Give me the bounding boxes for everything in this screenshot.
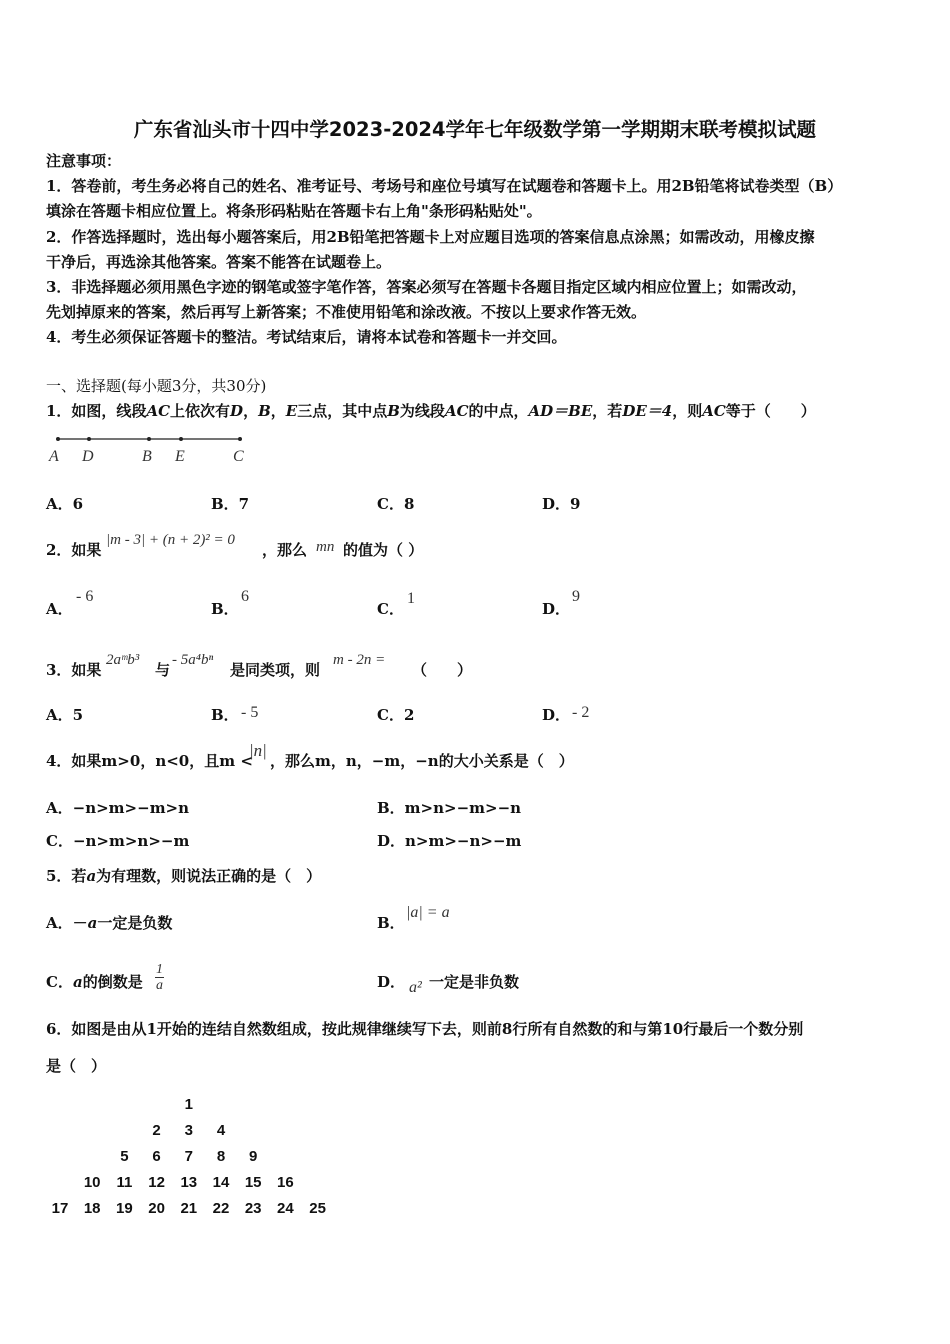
notice-line-3: 2．作答选择题时，选出每小题答案后，用2B铅笔把答题卡上对应题目选项的答案信息点涂黑；如需改动，用橡皮擦 bbox=[46, 228, 815, 246]
q6-stem-line-2: 是（ ） bbox=[46, 1057, 107, 1075]
label-e: E bbox=[175, 448, 185, 465]
q3-term-2: - 5a⁴bⁿ bbox=[172, 652, 214, 668]
pyramid-number: 18 bbox=[83, 1200, 101, 1217]
q5-option-d-text: 一定是非负数 bbox=[429, 973, 520, 991]
section-heading: 一、选择题(每小题3分，共30分) bbox=[46, 377, 267, 395]
notice-line-6: 先划掉原来的答案，然后再写上新答案；不准使用铅笔和涂改液。不按以上要求作答无效。 bbox=[46, 303, 647, 321]
pyramid-number: 20 bbox=[148, 1200, 165, 1217]
q2-expression: |m - 3| + (n + 2)² = 0 bbox=[106, 532, 235, 548]
q2-option-a-value: - 6 bbox=[76, 588, 94, 605]
q5-fraction: $\frac{1}{a}$ bbox=[156, 962, 163, 993]
q3-option-d-label[interactable]: D． bbox=[542, 706, 571, 724]
point-a bbox=[56, 437, 60, 441]
q2-option-d-value: 9 bbox=[572, 588, 580, 605]
point-e bbox=[179, 437, 183, 441]
q5-option-a[interactable]: A．－a一定是负数 bbox=[46, 914, 173, 932]
pyramid-number: 21 bbox=[180, 1200, 198, 1217]
segment-figure bbox=[46, 430, 256, 470]
pyramid-number: 8 bbox=[216, 1148, 226, 1165]
q4-option-a[interactable]: A．−n>m>−m>n bbox=[46, 799, 190, 817]
pyramid-number: 13 bbox=[180, 1174, 198, 1191]
q5-option-c[interactable]: C．a的倒数是 bbox=[46, 973, 143, 991]
q3-pre: 3．如果 bbox=[46, 661, 102, 679]
pyramid-number: 25 bbox=[309, 1200, 326, 1217]
q2-option-b-label[interactable]: B． bbox=[211, 600, 239, 618]
q3-term-3: m - 2n = bbox=[333, 652, 386, 668]
point-c bbox=[238, 437, 242, 441]
label-c: C bbox=[233, 448, 244, 465]
pyramid-number: 12 bbox=[148, 1174, 165, 1191]
label-b: B bbox=[142, 448, 152, 465]
q5-stem: 5．若a为有理数，则说法正确的是（ ） bbox=[46, 867, 322, 885]
q5-option-b-expr: |a| = a bbox=[406, 904, 450, 921]
notice-line-7: 4．考生必须保证答题卡的整洁。考试结束后，请将本试卷和答题卡一并交回。 bbox=[46, 328, 567, 346]
q1-option-d[interactable]: D．9 bbox=[542, 495, 581, 513]
q3-term-1: 2aᵐb³ bbox=[106, 652, 140, 668]
notice-line-1: 1．答卷前，考生务必将自己的姓名、准考证号、考场号和座位号填写在试题卷和答题卡上。用2B铅笔将试卷类型（B） bbox=[46, 177, 843, 195]
notice-heading: 注意事项： bbox=[46, 152, 122, 170]
q3-option-c[interactable]: C．2 bbox=[377, 706, 415, 724]
pyramid-number: 11 bbox=[116, 1174, 133, 1191]
q4-abs-n: |n| bbox=[249, 741, 267, 760]
q6-stem-line-1: 6．如图是由从1开始的连结自然数组成，按此规律继续写下去，则前8行所有自然数的和与第10行最后一个数分别 bbox=[46, 1020, 804, 1038]
q3-option-d-value: - 2 bbox=[572, 704, 590, 721]
q2-pre: 2．如果 bbox=[46, 541, 102, 559]
pyramid-number: 4 bbox=[216, 1122, 226, 1139]
label-d: D bbox=[82, 448, 94, 465]
q2-option-a-label[interactable]: A． bbox=[46, 600, 73, 618]
pyramid-number: 19 bbox=[116, 1200, 133, 1217]
q5-option-d-expr: a² bbox=[409, 979, 422, 996]
q3-mid: 与 bbox=[155, 661, 171, 679]
q2-option-b-value: 6 bbox=[241, 588, 249, 605]
q2-mid: ，那么 bbox=[262, 541, 308, 559]
q3-option-a[interactable]: A．5 bbox=[46, 706, 84, 724]
pyramid-number: 6 bbox=[152, 1148, 161, 1165]
q4-option-c[interactable]: C．−n>m>n>−m bbox=[46, 832, 190, 850]
q5-option-b-label[interactable]: B． bbox=[377, 914, 405, 932]
pyramid-number: 22 bbox=[212, 1200, 230, 1217]
q2-option-d-label[interactable]: D． bbox=[542, 600, 571, 618]
q1-option-a[interactable]: A．6 bbox=[46, 495, 84, 513]
q5-option-d-label[interactable]: D． bbox=[377, 973, 406, 991]
notice-line-5: 3．非选择题必须用黑色字迹的钢笔或签字笔作答，答案必须写在答题卡各题目指定区域内相应位置上；如需改动， bbox=[46, 278, 807, 296]
q1-option-b[interactable]: B．7 bbox=[211, 495, 250, 513]
q4-option-d[interactable]: D．n>m>−n>−m bbox=[377, 832, 522, 850]
pyramid-number: 14 bbox=[212, 1174, 230, 1191]
pyramid-number: 16 bbox=[277, 1174, 294, 1191]
pyramid-number: 5 bbox=[120, 1148, 129, 1165]
notice-line-4: 干净后，再选涂其他答案。答案不能答在试题卷上。 bbox=[46, 253, 392, 271]
point-d bbox=[87, 437, 91, 441]
label-a: A bbox=[49, 448, 59, 465]
q4-option-b[interactable]: B．m>n>−m>−n bbox=[377, 799, 522, 817]
pyramid-number: 2 bbox=[152, 1122, 161, 1139]
question-1-stem: 1．如图，线段AC上依次有D，B，E三点，其中点B为线段AC的中点，AD＝BE，若DE＝4，则AC等于（ ） bbox=[46, 402, 816, 420]
q4-post: ，那么m，n，−m，−n的大小关系是（ ） bbox=[270, 752, 574, 770]
q3-option-b-value: - 5 bbox=[241, 704, 259, 721]
page-title: 广东省汕头市十四中学2023-2024学年七年级数学第一学期期末联考模拟试题 bbox=[133, 118, 817, 141]
pyramid-number: 15 bbox=[244, 1174, 262, 1191]
q2-mn: mn bbox=[316, 539, 335, 555]
q1-option-c[interactable]: C．8 bbox=[377, 495, 415, 513]
q3-post: （ ） bbox=[412, 661, 473, 679]
q3-mid2: 是同类项，则 bbox=[230, 661, 321, 679]
pyramid-number: 17 bbox=[51, 1200, 69, 1217]
pyramid-number: 1 bbox=[184, 1096, 193, 1113]
pyramid-number: 3 bbox=[184, 1122, 193, 1139]
q2-post: 的值为（ ） bbox=[343, 541, 424, 559]
q2-option-c-value: 1 bbox=[407, 590, 415, 607]
q2-option-c-label[interactable]: C． bbox=[377, 600, 404, 618]
q4-pre: 4．如果m>0，n<0，且m < bbox=[46, 752, 253, 770]
notice-line-2: 填涂在答题卡相应位置上。将条形码粘贴在答题卡右上角"条形码粘贴处"。 bbox=[46, 202, 542, 220]
q3-option-b-label[interactable]: B． bbox=[211, 706, 239, 724]
point-b bbox=[147, 437, 151, 441]
pyramid-number: 23 bbox=[244, 1200, 262, 1217]
pyramid-number: 10 bbox=[83, 1174, 101, 1191]
pyramid-number: 7 bbox=[184, 1148, 193, 1165]
pyramid-number: 9 bbox=[249, 1148, 258, 1165]
pyramid-number: 24 bbox=[277, 1200, 294, 1217]
